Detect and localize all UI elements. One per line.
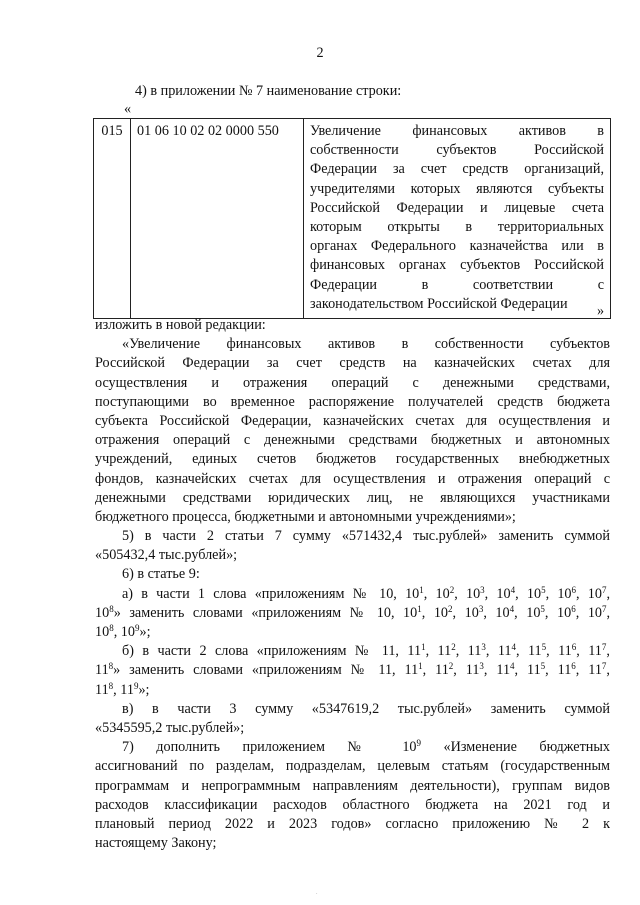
description-line: Федерации в соответствии с bbox=[310, 276, 604, 293]
paragraph-line: отражения операций с денежными средствами бюджетных и автономных bbox=[95, 432, 610, 449]
admin-code-cell: 015 bbox=[94, 119, 131, 319]
intro-line: 4) в приложении № 7 наименование строки: bbox=[135, 83, 402, 99]
paragraph-line: «Увеличение финансовых активов в собственности субъектов bbox=[122, 336, 610, 353]
paragraph-line: $11^8$» заменить словами «приложениям № 11, $11^1$, $11^2$, $11^3$, $11^4$, $11^5$, $11^6$, $11^7$, bbox=[95, 661, 610, 679]
paragraph-line: плановый период 2022 и 2023 годов» согласно приложению № 2 к bbox=[95, 815, 610, 832]
paragraph-line: «505432,4 тыс.рублей»; bbox=[95, 547, 238, 564]
paragraph-line: бюджетного процесса, бюджетными и автономными учреждениями»; bbox=[95, 508, 516, 525]
paragraph-line: 6) в статье 9: bbox=[122, 566, 200, 583]
description-line: собственности субъектов Российской bbox=[310, 142, 604, 159]
description-line: учредителями которых являются субъекты bbox=[310, 180, 604, 197]
paragraph-line: 5) в части 2 статьи 7 сумму «571432,4 тыс.рублей» заменить суммой bbox=[122, 528, 610, 545]
description-line: Увеличение финансовых активов в bbox=[310, 123, 604, 139]
paragraph-line: настоящему Закону; bbox=[95, 835, 217, 852]
paragraph-line: субъекта Российской Федерации, казначейских счетах для осуществления и bbox=[95, 412, 610, 429]
scan-dot: . bbox=[316, 890, 318, 896]
page-number: 2 bbox=[316, 45, 324, 61]
paragraph-line: осуществления и отражения операций с денежными средствами, bbox=[95, 374, 610, 391]
paragraph-line: денежными средствами юридических лиц, не являющихся участниками bbox=[95, 489, 610, 506]
paragraph-line: фондов, казначейских счетах для осуществления и отражения операций с bbox=[95, 470, 610, 487]
paragraph-line: ассигнований по разделам, подразделам, целевым статьям (государственным bbox=[95, 758, 610, 775]
description-line: Федерации за счет средств организаций, bbox=[310, 161, 604, 178]
paragraph-line: б) в части 2 слова «приложениям № 11, $11^1$, $11^2$, $11^3$, $11^4$, $11^5$, $11^6$, $11^7$, bbox=[122, 642, 610, 660]
row-description-cell bbox=[304, 119, 611, 319]
paragraph-line: 7) дополнить приложением № $10^9$ «Изменение бюджетных bbox=[122, 738, 610, 756]
paragraph-line: программам и непрограммным направлениям деятельности), группам видов bbox=[95, 777, 610, 794]
paragraph-line: Российской Федерации за счет средств на казначейских счетах для bbox=[95, 355, 610, 372]
paragraph-line: «5345595,2 тыс.рублей»; bbox=[95, 719, 245, 736]
description-line: Российской Федерации и лицевые счета bbox=[310, 199, 604, 216]
table-row bbox=[94, 119, 611, 319]
paragraph-line: в) в части 3 сумму «5347619,2 тыс.рублей» заменить суммой bbox=[122, 700, 610, 717]
description-line: органах Федерального казначейства или в bbox=[310, 238, 604, 255]
paragraph-line: учреждений, единых счетов бюджетов государственных внебюджетных bbox=[95, 451, 610, 468]
close-quote: » bbox=[597, 303, 605, 319]
classification-code-cell: 01 06 10 02 02 0000 550 bbox=[131, 119, 304, 319]
open-quote: « bbox=[124, 101, 132, 117]
description-line: которым открыты в территориальных bbox=[310, 219, 604, 236]
paragraph-line: расходов классификации расходов областного бюджета на 2021 год и bbox=[95, 796, 610, 813]
line-text: а) в части 1 слова «приложениям № 10, 10 bbox=[122, 585, 420, 602]
paragraph-line: поступающими во временное распоряжение получателей средств бюджета bbox=[95, 393, 610, 410]
paragraph-line: $10^8$, $10^9$»; bbox=[95, 623, 151, 640]
paragraph-line: а) в части 1 слова «приложениям № 10, $10^1$, $10^2$, $10^3$, $10^4$, $10^5$, $10^6$, $10^7$, bbox=[122, 584, 610, 602]
budget-row-table bbox=[93, 118, 611, 319]
paragraph-line: $10^8$» заменить словами «приложениям № 10, $10^1$, $10^2$, $10^3$, $10^4$, $10^5$, $10^6$, $10^7$, bbox=[95, 603, 610, 621]
paragraph-line: $11^8$, $11^9$»; bbox=[95, 680, 150, 698]
paragraph-line: изложить в новой редакции: bbox=[95, 317, 266, 333]
description-line: законодательством Российской Федерации bbox=[310, 295, 568, 312]
description-line: финансовых органах субъектов Российской bbox=[310, 257, 604, 274]
amendment-text bbox=[95, 316, 610, 853]
